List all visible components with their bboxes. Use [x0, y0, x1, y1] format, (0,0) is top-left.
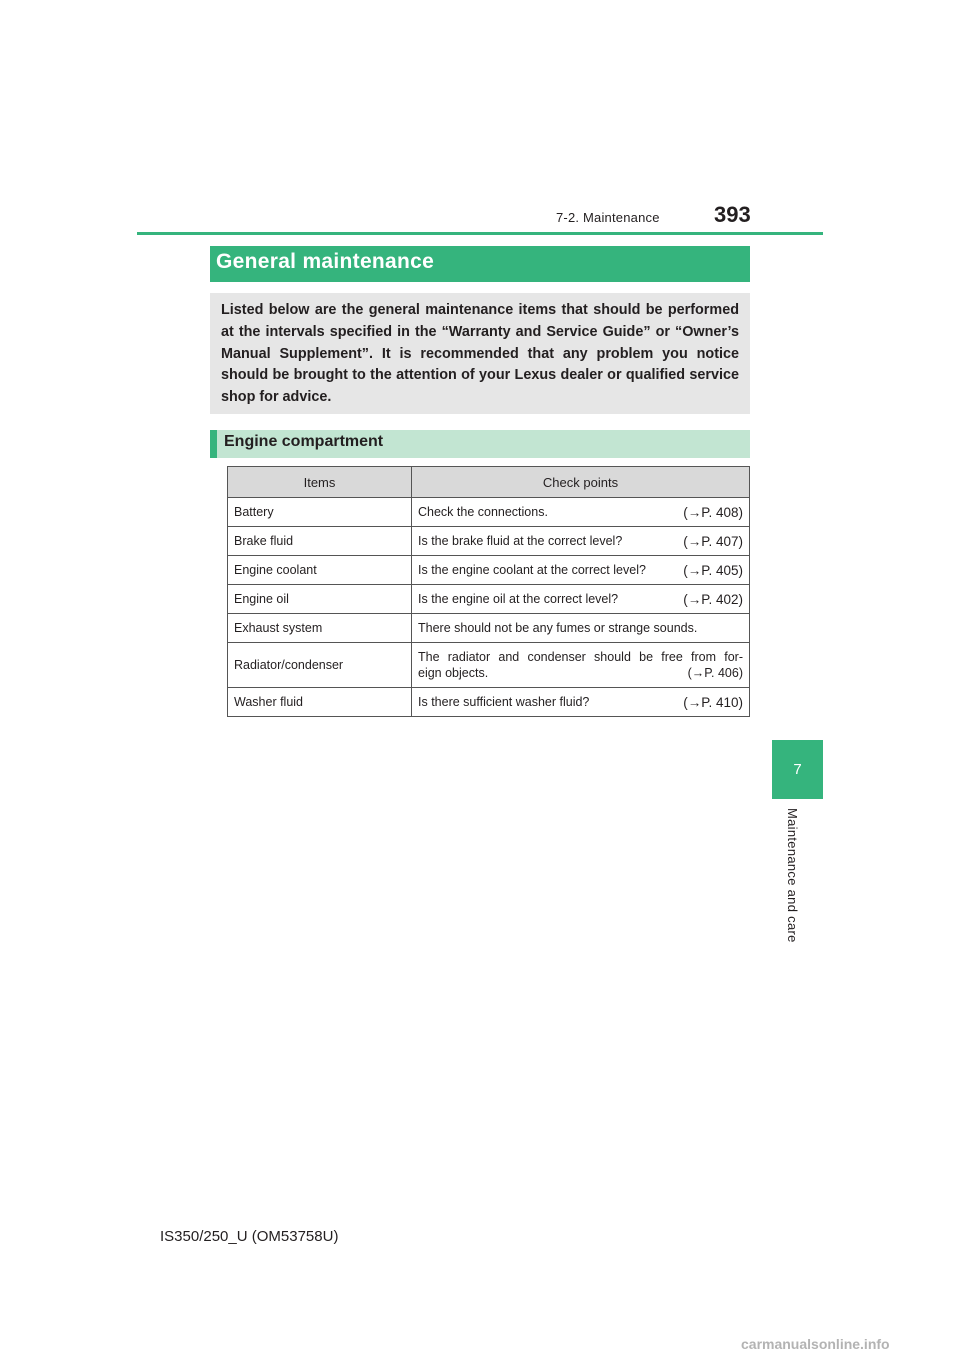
page-reference: (→P. 407): [683, 533, 743, 549]
item-cell: Engine coolant: [228, 556, 412, 585]
check-cell: [412, 498, 750, 527]
item-cell: Engine oil: [228, 585, 412, 614]
manual-code-footer: IS350/250_U (OM53758U): [160, 1228, 339, 1245]
item-cell: Battery: [228, 498, 412, 527]
item-cell: Brake fluid: [228, 527, 412, 556]
table-row: [228, 688, 750, 717]
table-row: [228, 556, 750, 585]
check-text: Is there sufficient washer fluid?: [418, 695, 590, 709]
page-reference: (→P. 405): [683, 562, 743, 578]
check-text: Is the brake fluid at the correct level?: [418, 534, 623, 548]
check-text-line1: The radiator and condenser should be free from for-: [418, 650, 743, 664]
page-reference: (→P. 410): [683, 694, 743, 710]
check-cell: [412, 614, 750, 643]
section-header: 7-2. Maintenance: [556, 210, 660, 225]
header-divider: [137, 232, 823, 235]
table-header-row: [228, 467, 750, 498]
chapter-number: 7: [793, 761, 802, 778]
check-text: Is the engine oil at the correct level?: [418, 592, 619, 606]
check-cell: [412, 527, 750, 556]
check-text-line2: eign objects.: [418, 666, 489, 680]
table-row: [228, 643, 750, 688]
page-reference: (→P. 406): [687, 666, 743, 680]
column-header-items: Items: [228, 467, 412, 498]
page-number: 393: [714, 202, 751, 227]
page-title: General maintenance: [210, 246, 750, 282]
item-cell: Exhaust system: [228, 614, 412, 643]
check-cell: [412, 643, 750, 688]
maintenance-table: [227, 466, 750, 717]
watermark: carmanualsonline.info: [741, 1336, 890, 1352]
item-cell: Radiator/condenser: [228, 643, 412, 688]
chapter-label: Maintenance and care: [785, 808, 800, 943]
page-reference: (→P. 408): [683, 504, 743, 520]
table-row: [228, 585, 750, 614]
table-row: [228, 498, 750, 527]
intro-paragraph: Listed below are the general maintenance items that should be performed at the intervals specified in the “Warranty and Service Guide” or “Owner’s Manual Supplement”. It is recommended that any problem you notice should be brought to the attention of your Lexus dealer or qualified service shop for advice.: [210, 293, 750, 414]
page-reference: (→P. 402): [683, 591, 743, 607]
column-header-check-points: Check points: [412, 467, 750, 498]
item-cell: Washer fluid: [228, 688, 412, 717]
table-row: [228, 527, 750, 556]
check-text: Check the connections.: [418, 505, 548, 519]
check-cell: [412, 556, 750, 585]
check-cell: [412, 585, 750, 614]
check-text: There should not be any fumes or strange sounds.: [418, 621, 698, 635]
check-text: Is the engine coolant at the correct level?: [418, 563, 646, 577]
subsection-heading: Engine compartment: [210, 430, 750, 458]
check-cell: [412, 688, 750, 717]
table-row: [228, 614, 750, 643]
chapter-tab: [772, 740, 823, 799]
